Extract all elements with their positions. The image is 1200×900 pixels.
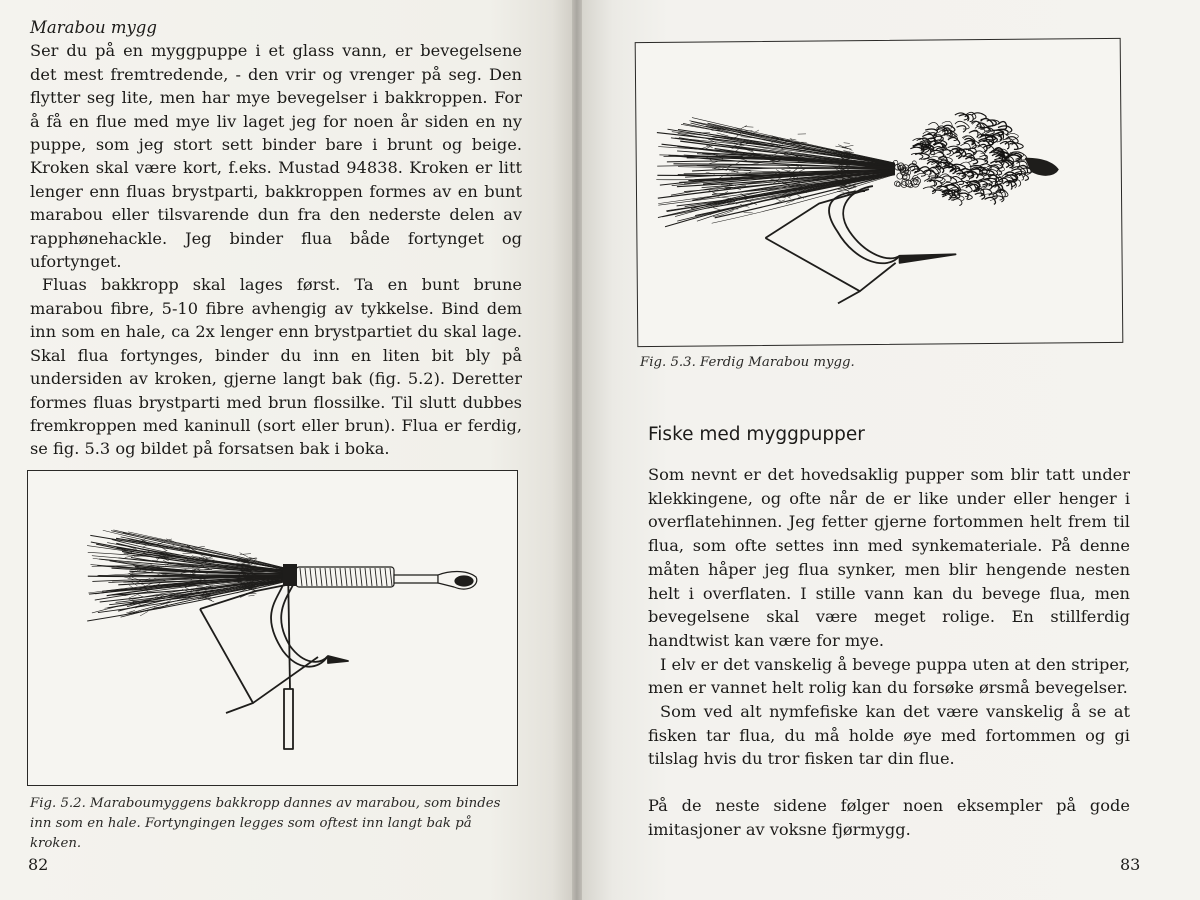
figure-5-2 — [27, 470, 518, 786]
section-title: Marabou mygg — [30, 18, 157, 37]
figure-5-3 — [635, 38, 1124, 347]
right-paragraph-2: I elv er det vanskelig å bevege puppa uten at den striper, men er vannet helt rolig kan du forsøke ørsmå bevegelser. — [648, 654, 1130, 698]
right-page-text — [648, 463, 1130, 842]
figure-5-3-caption: Fig. 5.3. Ferdig Marabou mygg. — [640, 355, 855, 370]
right-paragraph-3: Som ved alt nymfefiske kan det være vanskelig å se at fisken tar flua, du må holde øye med fortommen og gi tilslag hvis du tror fisken tar din flue. — [648, 702, 1130, 769]
figure-5-2-caption: Fig. 5.2. Maraboumyggens bakkropp dannes av marabou, som bindes inn som en hale. Fortyngingen legges som oftest inn langt bak på kroken. — [30, 796, 501, 851]
fly-illustration-5-2 — [28, 471, 519, 787]
left-paragraph-2: Fluas bakkropp skal lages først. Ta en bunt brune marabou fibre, 5-10 fibre avhengig av tykkelse. Bind dem inn som en hale, ca 2x lenger enn brystpartiet du skal lage. Skal flua fortynges, binder du inn en liten bit bly på undersiden av kroken, gjerne langt bak (fig. 5.2). Deretter formes fluas brystparti med brun flossilke. Til slutt dubbes fremkroppen med kaninull (sort eller brun). Flua er ferdig, se fig. 5.3 og bildet på forsatsen bak i boka. — [30, 275, 522, 459]
left-paragraph-1: Ser du på en myggpuppe i et glass vann, er bevegelsene det mest fremtredende, - den vrir og vrenger på seg. Den flytter seg lite, men har mye bevegelser i bakkroppen. For å få en flue med mye liv laget jeg for noen år siden en ny puppe, som jeg stort sett binder bare i brunt og beige. Kroken skal være kort, f.eks. Mustad 94838. Kroken er litt lenger enn fluas brystparti, bakkroppen formes av en bunt marabou eller tilsvarende dun fra den nederste delen av rapphønehackle. Jeg binder flua både fortynget og ufortynget. — [30, 41, 522, 272]
page-number-left: 82 — [28, 855, 49, 874]
page-number-right: 83 — [1120, 855, 1141, 874]
right-paragraph-1: Som nevnt er det hovedsaklig pupper som blir tatt under klekkingene, og ofte når de er like under eller henger i overflatehinnen. Jeg fetter gjerne fortommen helt frem til flua, som ofte settes inn med synkemateriale. På denne måten håper jeg flua synker, men blir hengende nesten helt i overflaten. I stille vann kan du bevege flua, men bevegelsene skal være meget rolige. En stillferdig handtwist kan være for mye. — [648, 465, 1130, 650]
right-paragraph-4: På de neste sidene følger noen eksempler på gode imitasjoner av voksne fjørmygg. — [648, 796, 1130, 839]
left-page-text — [30, 16, 522, 461]
fly-illustration-5-3 — [636, 39, 1125, 348]
section-heading: Fiske med myggpupper — [648, 424, 865, 445]
